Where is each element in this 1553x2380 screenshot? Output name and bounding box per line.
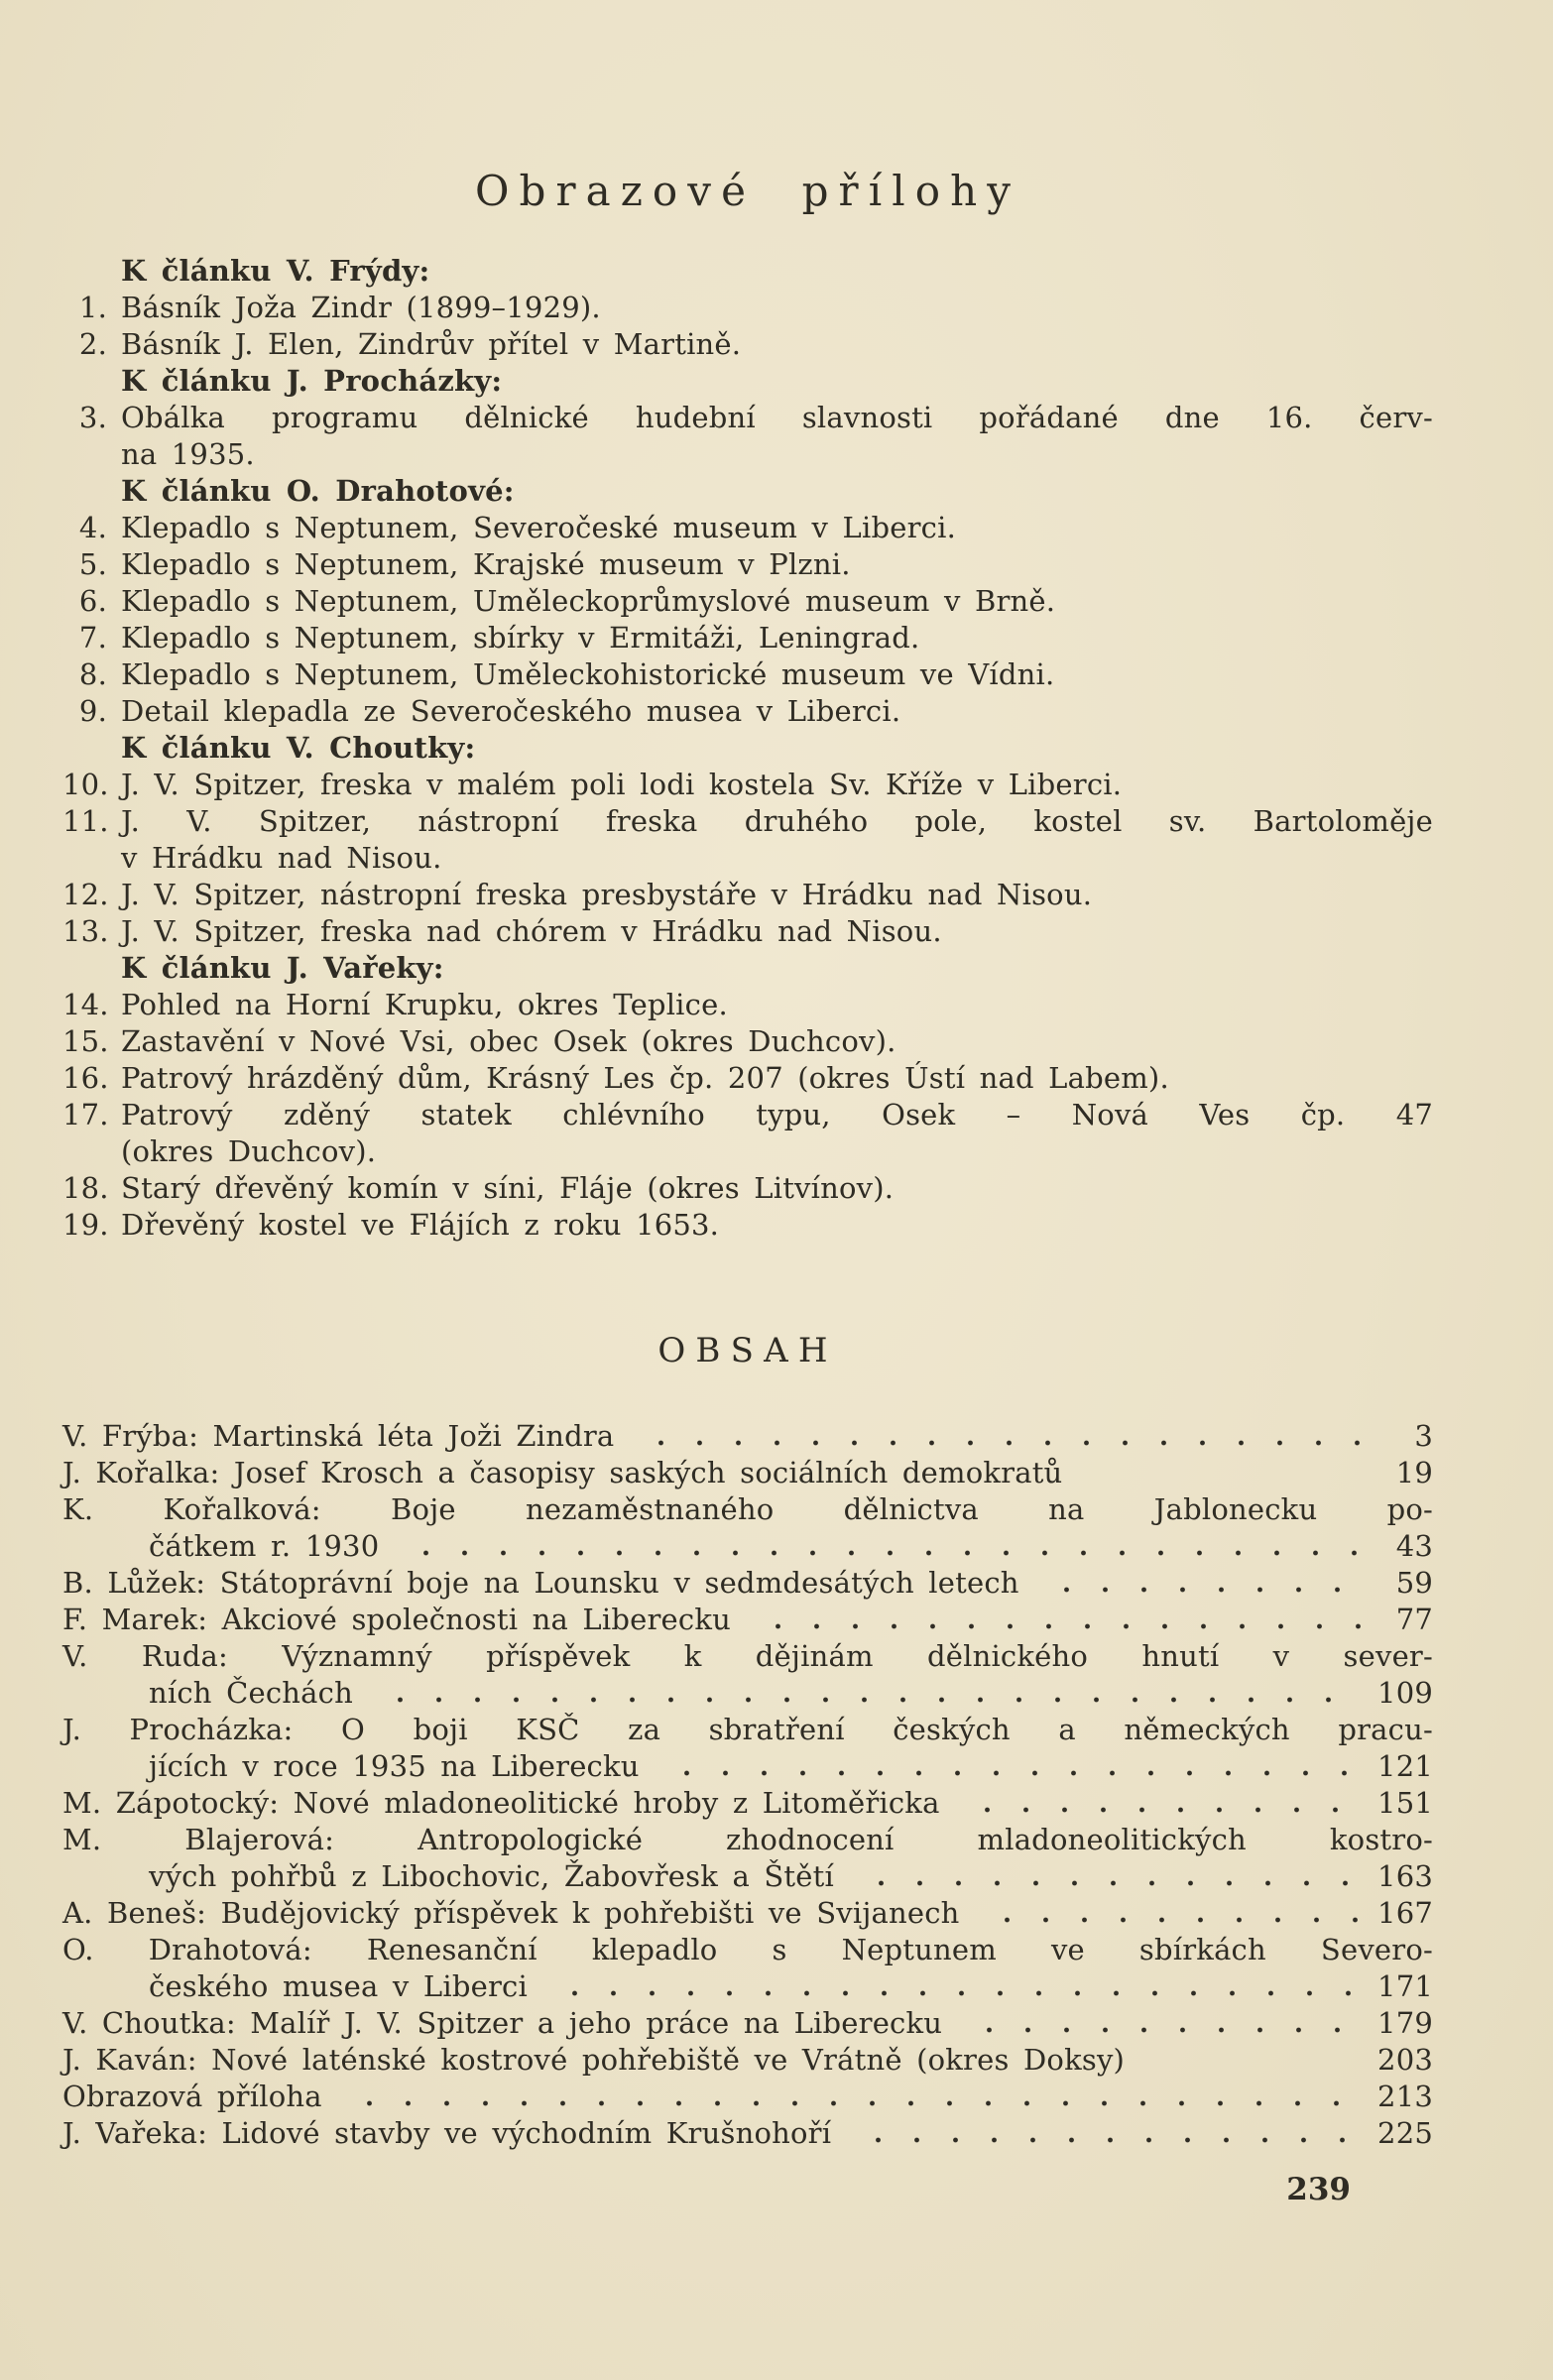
plate-text: [121, 620, 1433, 656]
plate-item: [62, 1207, 1433, 1244]
contents-section: [62, 1331, 1433, 2152]
toc-line: V. Ruda: Významný příspěvek k dějinám dělnického hnutí v sever-: [62, 1639, 1433, 1673]
plate-line: Básník J. Elen, Zindrův přítel v Martině.: [121, 327, 742, 361]
toc-line: [62, 2079, 1433, 2115]
plate-line: Patrový hrázděný dům, Krásný Les čp. 207 (okres Ústí nad Labem).: [121, 1061, 1169, 1095]
plate-text: [121, 290, 1433, 326]
plate-number: 12.: [62, 878, 109, 911]
toc-leader-dots: [344, 2079, 1364, 2115]
plates-section: [62, 253, 1433, 1244]
plate-number: 9.: [78, 694, 107, 728]
toc-page-number: 203: [1377, 2043, 1433, 2077]
toc-line: [62, 1418, 1433, 1455]
plate-line: Patrový zděný statek chlévního typu, Osek – Nová Ves čp. 47: [121, 1098, 1433, 1131]
toc-text: V. Frýba: Martinská léta Joži Zindra: [62, 1419, 615, 1453]
plates-group-header: K článku V. Frýdy:: [121, 254, 430, 288]
toc-entry: [62, 1895, 1433, 1932]
toc-leader-dots: [401, 1528, 1364, 1565]
plate-line: Klepadlo s Neptunem, Severočeské museum v Liberci.: [121, 511, 956, 544]
plates-group-header: K článku J. Procházky:: [121, 364, 503, 398]
plate-item: [62, 510, 1433, 546]
toc-text: jících v roce 1935 na Liberecku: [149, 1749, 640, 1783]
toc-leader-dots: [962, 1785, 1364, 1822]
toc-page-number: 179: [1377, 2006, 1433, 2040]
plate-item: [62, 913, 1433, 950]
toc-line: [62, 1528, 1433, 1565]
toc-leader-dots: [1041, 1565, 1364, 1602]
plate-number: 7.: [78, 621, 107, 654]
plates-group-header: K článku J. Vařeky:: [121, 951, 444, 985]
plates-group-header: K článku O. Drahotové:: [121, 474, 515, 508]
toc-leader-dots: [753, 1602, 1364, 1638]
plate-text: [121, 656, 1433, 693]
plate-line: J. V. Spitzer, freska nad chórem v Hrádku nad Nisou.: [121, 914, 942, 948]
toc-page-number: 3: [1414, 1419, 1433, 1453]
plate-number: 1.: [78, 291, 107, 324]
plate-item: [62, 290, 1433, 326]
toc-line: J. Procházka: O boji KSČ za sbratření českých a německých pracu-: [62, 1713, 1433, 1746]
toc-text: J. Kaván: Nové laténské kostrové pohřebiště ve Vrátně (okres Doksy): [62, 2043, 1126, 2077]
plate-text: [121, 546, 1433, 583]
toc-line: [62, 1565, 1433, 1602]
plate-item: [62, 1097, 1433, 1170]
plate-text: [121, 1170, 1433, 1207]
toc-page-number: 109: [1377, 1676, 1433, 1710]
page-number: 239: [1286, 2172, 1351, 2207]
plate-line: Pohled na Horní Krupku, okres Teplice.: [121, 988, 728, 1021]
toc-entry: [62, 1822, 1433, 1895]
toc-entry: [62, 1712, 1433, 1785]
toc-leader-dots: [636, 1418, 1364, 1455]
toc-line: [62, 1455, 1433, 1491]
plate-item: [62, 877, 1433, 913]
plate-text: [121, 803, 1433, 877]
toc-text: J. Kořalka: Josef Krosch a časopisy saských sociálních demokratů: [62, 1456, 1063, 1489]
plate-item: [62, 1023, 1433, 1060]
toc-entry: [62, 1638, 1433, 1712]
plate-line: Klepadlo s Neptunem, Uměleckoprůmyslové museum v Brně.: [121, 584, 1056, 618]
plate-number: 15.: [62, 1024, 109, 1058]
toc-text: A. Beneš: Budějovický příspěvek k pohřebišti ve Svijanech: [62, 1896, 960, 1930]
plate-text: [121, 583, 1433, 620]
plate-text: [121, 913, 1433, 950]
toc-leader-dots: [661, 1748, 1364, 1785]
toc-line: [62, 2115, 1433, 2152]
plate-number: 18.: [62, 1171, 109, 1205]
toc-entry: [62, 1418, 1433, 1455]
toc-entry: [62, 1932, 1433, 2005]
plate-line: Detail klepadla ze Severočeského musea v Liberci.: [121, 694, 901, 728]
toc-text: ních Čechách: [149, 1676, 353, 1710]
plates-group-header: K článku V. Choutky:: [121, 731, 476, 765]
toc-page-number: 19: [1395, 1456, 1433, 1489]
plate-line: Dřevěný kostel ve Flájích z roku 1653.: [121, 1208, 720, 1242]
toc-leader-dots: [964, 2005, 1364, 2042]
toc-line: [62, 1748, 1433, 1785]
toc-leader-dots: [982, 1895, 1364, 1932]
plate-number: 11.: [62, 804, 109, 838]
toc-leader-dots: [375, 1675, 1364, 1712]
toc-leader-dots: [856, 1858, 1364, 1895]
toc-entry: [62, 1491, 1433, 1565]
plate-text: [121, 1207, 1433, 1244]
toc-entry: [62, 1565, 1433, 1602]
plate-item: [62, 803, 1433, 877]
toc-line: K. Kořalková: Boje nezaměstnaného dělnictva na Jablonecku po-: [62, 1492, 1433, 1526]
toc-entry: [62, 2079, 1433, 2115]
toc-line: [62, 1785, 1433, 1822]
plate-text: [121, 1060, 1433, 1097]
plate-number: 10.: [62, 768, 109, 801]
page-title: Obrazové přílohy: [474, 167, 1021, 215]
plate-item: [62, 546, 1433, 583]
toc-text: českého musea v Liberci: [149, 1969, 528, 2003]
toc-line: O. Drahotová: Renesanční klepadlo s Neptunem ve sbírkách Severo-: [62, 1933, 1433, 1966]
toc-entry: [62, 2115, 1433, 2152]
toc-leader-dots: [853, 2115, 1364, 2152]
plate-line: Klepadlo s Neptunem, Krajské museum v Plzni.: [121, 547, 851, 581]
toc-entry: [62, 1602, 1433, 1638]
plate-number: 17.: [62, 1098, 109, 1131]
plate-line: (okres Duchcov).: [121, 1134, 377, 1168]
toc-line: [62, 1858, 1433, 1895]
plate-number: 13.: [62, 914, 109, 948]
plate-number: 4.: [78, 511, 107, 544]
toc-line: [62, 1895, 1433, 1932]
toc-page-number: 213: [1377, 2080, 1433, 2113]
plate-item: [62, 620, 1433, 656]
toc-line: [62, 1968, 1433, 2005]
plate-number: 5.: [78, 547, 107, 581]
plate-line: na 1935.: [121, 437, 255, 471]
plate-line: Obálka programu dělnické hudební slavnosti pořádané dne 16. červ-: [121, 401, 1433, 434]
toc-entry: [62, 2042, 1433, 2079]
plate-item: [62, 767, 1433, 803]
plate-line: Klepadlo s Neptunem, sbírky v Ermitáži, Leningrad.: [121, 621, 920, 654]
toc-line: M. Blajerová: Antropologické zhodnocení mladoneolitických kostro-: [62, 1823, 1433, 1856]
plate-text: [121, 767, 1433, 803]
plate-item: [62, 326, 1433, 363]
plate-number: 2.: [78, 327, 107, 361]
toc-page-number: 163: [1377, 1859, 1433, 1893]
toc-page-number: 59: [1395, 1566, 1433, 1600]
toc-entry: [62, 2005, 1433, 2042]
plate-number: 14.: [62, 988, 109, 1021]
toc-page-number: 171: [1377, 1969, 1433, 2003]
plate-item: [62, 1060, 1433, 1097]
toc-text: V. Choutka: Malíř J. V. Spitzer a jeho práce na Liberecku: [62, 2006, 943, 2040]
toc-leader-dots: [549, 1968, 1364, 2005]
plate-number: 8.: [78, 657, 107, 691]
toc-text: J. Vařeka: Lidové stavby ve východním Krušnohoří: [62, 2116, 832, 2150]
plate-line: J. V. Spitzer, freska v malém poli lodi kostela Sv. Kříže v Liberci.: [121, 768, 1123, 801]
plate-line: Klepadlo s Neptunem, Uměleckohistorické museum ve Vídni.: [121, 657, 1055, 691]
toc-line: [62, 2042, 1433, 2079]
plate-text: [121, 877, 1433, 913]
plate-line: J. V. Spitzer, nástropní freska druhého pole, kostel sv. Bartoloměje: [121, 804, 1433, 838]
plate-line: J. V. Spitzer, nástropní freska presbystáře v Hrádku nad Nisou.: [121, 878, 1093, 911]
plate-item: [62, 400, 1433, 473]
toc-line: [62, 1675, 1433, 1712]
toc-page-number: 151: [1377, 1786, 1433, 1820]
plate-text: [121, 326, 1433, 363]
plate-text: [121, 693, 1433, 730]
toc-text: B. Lůžek: Státoprávní boje na Lounsku v sedmdesátých letech: [62, 1566, 1019, 1600]
plate-line: v Hrádku nad Nisou.: [121, 841, 442, 875]
toc-page-number: 77: [1395, 1603, 1433, 1636]
plate-item: [62, 656, 1433, 693]
plate-item: [62, 1170, 1433, 1207]
toc-entry: [62, 1785, 1433, 1822]
plate-text: [121, 510, 1433, 546]
toc-page-number: 43: [1395, 1529, 1433, 1563]
plate-number: 19.: [62, 1208, 109, 1242]
toc-page-number: 121: [1377, 1749, 1433, 1783]
plate-item: [62, 693, 1433, 730]
toc-entry: [62, 1455, 1433, 1491]
plate-number: 6.: [78, 584, 107, 618]
toc-page-number: 225: [1377, 2116, 1433, 2150]
toc-line: [62, 1602, 1433, 1638]
toc-text: Obrazová příloha: [62, 2080, 322, 2113]
plate-line: Zastavění v Nové Vsi, obec Osek (okres Duchcov).: [121, 1024, 896, 1058]
plate-text: [121, 400, 1433, 473]
plate-text: [121, 1023, 1433, 1060]
toc-list: [62, 1418, 1433, 2152]
plates-list: [62, 253, 1433, 1244]
toc-text: čátkem r. 1930: [149, 1529, 380, 1563]
toc-text: M. Zápotocký: Nové mladoneolitické hroby z Litoměřicka: [62, 1786, 940, 1820]
plate-text: [121, 987, 1433, 1023]
toc-text: F. Marek: Akciové společnosti na Liberecku: [62, 1603, 731, 1636]
toc-line: [62, 2005, 1433, 2042]
plate-number: 16.: [62, 1061, 109, 1095]
plate-text: [121, 1097, 1433, 1170]
plate-line: Básník Joža Zindr (1899–1929).: [121, 291, 601, 324]
toc-text: vých pohřbů z Libochovic, Žabovřesk a Štětí: [149, 1859, 834, 1893]
plate-line: Starý dřevěný komín v síni, Fláje (okres Litvínov).: [121, 1171, 895, 1205]
contents-heading: OBSAH: [657, 1331, 838, 1370]
plate-number: 3.: [78, 401, 107, 434]
toc-page-number: 167: [1377, 1896, 1433, 1930]
plate-item: [62, 583, 1433, 620]
plate-item: [62, 987, 1433, 1023]
